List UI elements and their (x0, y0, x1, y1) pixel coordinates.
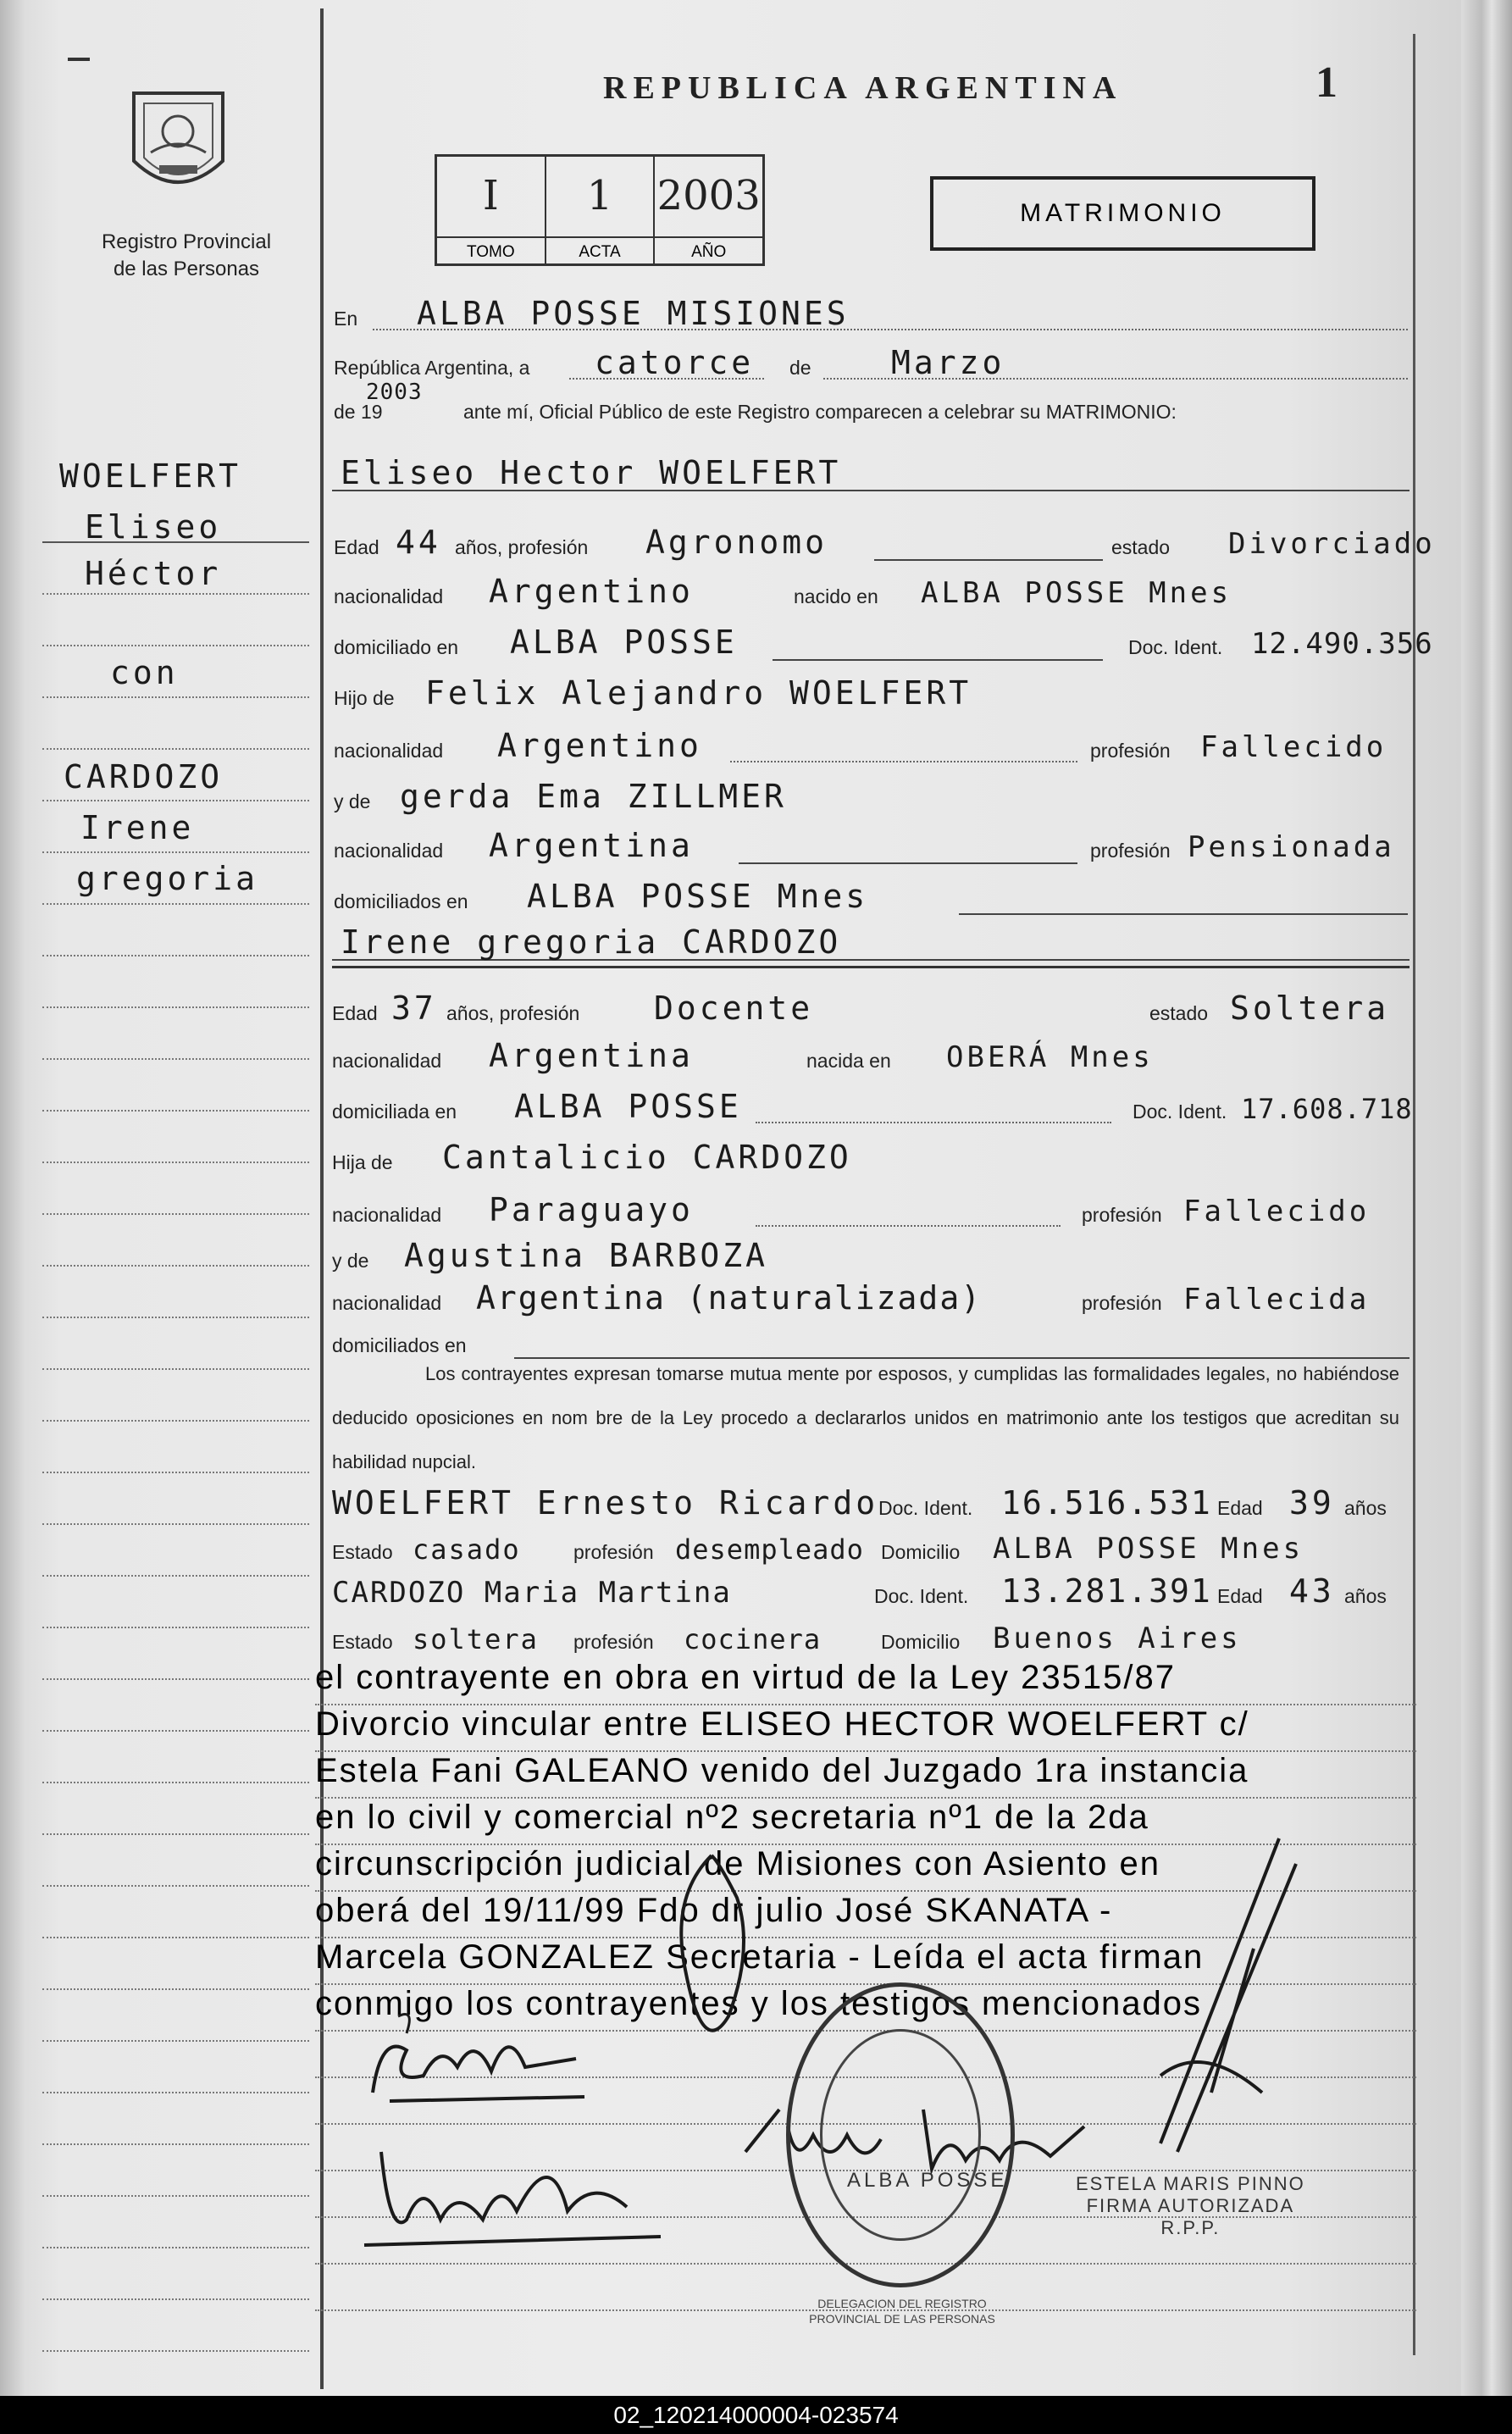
bride-doc-label: Doc. Ident. (1133, 1101, 1227, 1123)
section-divider (332, 966, 1410, 968)
bride-mother-nac-label: nacionalidad (332, 1292, 442, 1314)
margin-line (42, 1370, 309, 1422)
groom-doc: 12.490.356 (1251, 627, 1433, 661)
stamp-outer-text: DELEGACION DEL REGISTRO PROVINCIAL DE LAS PERSONAS (809, 2297, 995, 2326)
acta-cell (546, 157, 656, 263)
groom-mother-line (739, 862, 1077, 864)
bride-doc: 17.608.718 (1241, 1093, 1413, 1125)
witness2-name: CARDOZO Maria Martina (332, 1576, 732, 1610)
groom-yde-label: y de (334, 790, 371, 812)
registry-line-1: Registro Provincial (101, 230, 272, 253)
bride-domicilio: ALBA POSSE (514, 1088, 742, 1125)
witness1-prof-label: profesión (573, 1541, 654, 1563)
anio-value: 2003 (656, 172, 761, 219)
bride-hija-label: Hija de (332, 1151, 393, 1173)
margin-line (42, 1525, 309, 1577)
row-bride-name (332, 917, 1410, 966)
groom-parents-dom-line (959, 913, 1408, 915)
row-groom-father (332, 668, 1410, 717)
groom-mother-prof-label: profesión (1090, 840, 1171, 862)
bride-profesion: Docente (654, 990, 814, 1027)
groom-doms-label: domiciliados en (334, 890, 468, 912)
margin-given-1: Eliseo (85, 508, 222, 546)
margin-line (42, 905, 309, 956)
row-groom-father-nac (332, 720, 1410, 769)
annotation-line: oberá del 19/11/99 Fdo dr julio José SKANATA - (315, 1892, 1416, 1938)
row-groom-nac (332, 566, 1410, 615)
groom-father: Felix Alejandro WOELFERT (425, 674, 972, 712)
bride-nacionalidad: Argentina (489, 1037, 694, 1074)
annotation-line: Marcela GONZALEZ Secretaria - Leída el acta firman (315, 1938, 1416, 1985)
annotation-line: Divorcio vincular entre ELISEO HECTOR WOELFERT c/ (315, 1705, 1416, 1752)
provincial-seal-icon (125, 85, 231, 203)
bride-mother-nac: Argentina (naturalizada) (476, 1279, 983, 1317)
groom-father-line (730, 761, 1077, 762)
groom-edad-label: Edad (334, 536, 379, 558)
witness1-doc: 16.516.531 (1001, 1484, 1212, 1522)
record-number-box (435, 154, 765, 266)
row-bride-nac (332, 1030, 1410, 1079)
margin-line (42, 2093, 309, 2145)
witness2-dom-label: Domicilio (881, 1631, 961, 1653)
groom-mother-prof: Pensionada (1188, 830, 1395, 864)
row-groom-dom (332, 617, 1433, 666)
bride-estado: Soltera (1230, 990, 1390, 1027)
margin-given-4: gregoria (76, 860, 259, 897)
witness2-estado: soltera (413, 1623, 539, 1655)
groom-edad: 44 (396, 524, 441, 561)
bride-nac-label: nacionalidad (332, 1050, 442, 1072)
bride-father-prof-label: profesión (1082, 1204, 1162, 1226)
row-witness2-detail (332, 1611, 1410, 1661)
day-value: catorce (595, 344, 755, 381)
bride-edad-label: Edad (332, 1002, 378, 1024)
annotation-line: circunscripción judicial de Misiones con Asiento en (315, 1845, 1416, 1892)
row-witness1 (332, 1478, 1410, 1527)
margin-line (42, 2197, 309, 2248)
witness2-domicilio: Buenos Aires (993, 1622, 1242, 1655)
bride-mother: Agustina BARBOZA (404, 1237, 769, 1274)
en-label: En (334, 308, 358, 330)
witness2-doc: 13.281.391 (1001, 1572, 1212, 1610)
tomo-cell (437, 157, 546, 263)
page-left-edge (0, 0, 25, 2396)
witness2-anios-label: años (1344, 1585, 1387, 1607)
groom-hijo-label: Hijo de (334, 687, 395, 709)
row-place (332, 288, 1410, 337)
bride-estado-label: estado (1149, 1002, 1209, 1024)
registry-label (51, 229, 322, 283)
month-value: Marzo (891, 344, 1005, 381)
groom-nacido-label: nacido en (794, 585, 878, 607)
official-signature (1127, 1821, 1313, 2160)
witness2-profesion: cocinera (684, 1623, 822, 1655)
witness1-name: WOELFERT Ernesto Ricardo (332, 1484, 879, 1522)
witness2-estado-label: Estado (332, 1631, 393, 1653)
margin-line (42, 1422, 309, 1473)
margin-line (42, 1577, 309, 1628)
bride-name: Irene gregoria CARDOZO (341, 923, 842, 961)
row-bride-age (332, 983, 1410, 1032)
margin-line (42, 1783, 309, 1835)
de19-label: de 19 (334, 401, 383, 423)
page-number: 1 (1315, 58, 1338, 107)
bride-edad: 37 (391, 990, 437, 1027)
annotation-line: conmigo los contrayentes y los testigos mencionados (315, 1985, 1416, 2032)
margin-conjunction: con (110, 654, 179, 691)
witness1-doc-label: Doc. Ident. (878, 1497, 973, 1519)
annotation-line: el contrayente en obra en virtud de la Ley 23515/87 (315, 1659, 1416, 1705)
witness1-dom-label: Domicilio (881, 1541, 961, 1563)
margin-surname-2: CARDOZO (64, 758, 224, 796)
groom-father-nac: Argentino (497, 727, 702, 764)
margin-line (42, 1990, 309, 2042)
bride-father: Cantalicio CARDOZO (442, 1139, 852, 1176)
margin-line (42, 1887, 309, 1938)
groom-father-nac-label: nacionalidad (334, 740, 444, 762)
de-label: de (789, 357, 811, 379)
acta-label: ACTA (546, 236, 654, 263)
groom-nacionalidad: Argentino (489, 573, 694, 610)
republica-label: República Argentina, a (334, 357, 530, 379)
bride-father-prof: Fallecido (1183, 1195, 1371, 1228)
record-type-box: MATRIMONIO (930, 176, 1315, 251)
margin-line (42, 1628, 309, 1680)
row-groom-mother-nac (332, 820, 1410, 869)
groom-mother-nac: Argentina (489, 827, 694, 864)
official-registry: R.P.P. (1160, 2217, 1221, 2238)
margin-line (42, 1938, 309, 1990)
year-value: 2003 (366, 380, 423, 405)
margin-line (42, 2248, 309, 2300)
witness1-domicilio: ALBA POSSE Mnes (993, 1532, 1304, 1566)
groom-domicilio: ALBA POSSE (510, 624, 738, 661)
groom-father-prof-label: profesión (1090, 740, 1171, 762)
margin-line (42, 1318, 309, 1370)
groom-profesion-label: años, profesión (455, 536, 589, 558)
row-witness2 (332, 1566, 1410, 1615)
margin-surname: WOELFERT (59, 457, 242, 495)
bride-nacida: OBERÁ Mnes (946, 1040, 1154, 1074)
groom-dom-label: domiciliado en (334, 636, 459, 658)
groom-father-prof: Fallecido (1200, 730, 1387, 764)
footer-file-id: 02_120214000004-023574 (0, 2396, 1512, 2434)
bride-father-line (756, 1225, 1061, 1227)
groom-mother-nac-label: nacionalidad (334, 840, 444, 862)
margin-line (42, 698, 309, 750)
page-right-edge (1461, 0, 1512, 2396)
row-witness1-detail (332, 1522, 1410, 1571)
registry-line-2: de las Personas (113, 258, 260, 280)
witness1-profesion: desempleado (675, 1533, 864, 1566)
official-name: ESTELA MARIS PINNO (1076, 2173, 1305, 2194)
acta-value: 1 (586, 172, 613, 219)
bride-father-nac: Paraguayo (489, 1191, 694, 1228)
margin-line (42, 595, 309, 646)
margin-line (42, 1163, 309, 1215)
bride-nacida-label: nacida en (806, 1050, 891, 1072)
bride-mother-prof-label: profesión (1082, 1292, 1162, 1314)
witness1-estado: casado (413, 1533, 521, 1566)
witness2-doc-label: Doc. Ident. (874, 1585, 969, 1607)
margin-line (42, 1680, 309, 1732)
official-name-block (1076, 2173, 1305, 2239)
anio-label: AÑO (655, 236, 762, 263)
groom-dom-line (773, 659, 1103, 661)
place-value: ALBA POSSE MISIONES (417, 295, 850, 332)
margin-line (42, 1008, 309, 1060)
row-groom-name (332, 447, 1410, 496)
row-bride-dom (332, 1081, 1413, 1130)
witness2-edad-label: Edad (1217, 1585, 1263, 1607)
groom-signature (356, 1999, 610, 2118)
groom-parents-dom: ALBA POSSE Mnes (527, 878, 869, 915)
row-groom-mother (332, 771, 1410, 820)
margin-line (42, 2145, 309, 2197)
page-title: REPUBLICA ARGENTINA (603, 70, 1123, 106)
registry-stamp-inner (820, 2029, 981, 2241)
intro-text: ante mí, Oficial Público de este Registro comparecen a celebrar su MATRIMONIO: (463, 401, 1177, 423)
groom-nacido: ALBA POSSE Mnes (921, 576, 1232, 610)
witness1-anios-label: años (1344, 1497, 1387, 1519)
margin-line (42, 1112, 309, 1163)
row-intro (332, 381, 1410, 430)
row-date (332, 337, 1410, 386)
groom-estado-label: estado (1111, 536, 1171, 558)
margin-line (42, 1215, 309, 1267)
witness2-prof-label: profesión (573, 1631, 654, 1653)
row-groom-parents-dom (332, 871, 1410, 920)
margin-line (42, 1732, 309, 1783)
bride-doms-label: domiciliados en (332, 1334, 467, 1356)
margin-line (42, 1835, 309, 1887)
margin-given-3: Irene (80, 809, 195, 846)
witness1-estado-label: Estado (332, 1541, 393, 1563)
witness-signature-2 (652, 1847, 779, 2067)
margin-given-2: Héctor (85, 555, 222, 592)
row-groom-age (332, 517, 1436, 566)
bride-dom-label: domiciliada en (332, 1101, 457, 1123)
margin-line (42, 1473, 309, 1525)
declaration-text: Los contrayentes expresan tomarse mutua mente por esposos, y cumplidas las formalidades legales, no habiéndose deducido oposiciones en nom bre de la Ley procedo a declararlos unidos en matrimonio ante los testigos que acreditan su habilidad nupcial. (332, 1363, 1399, 1472)
tomo-value: I (482, 172, 499, 219)
bride-dom-line (756, 1122, 1111, 1123)
groom-nac-label: nacionalidad (334, 585, 444, 607)
groom-profesion: Agronomo (645, 524, 828, 561)
tomo-label: TOMO (437, 236, 545, 263)
witness2-edad: 43 (1289, 1572, 1335, 1610)
margin-line (42, 956, 309, 1008)
groom-doc-label: Doc. Ident. (1128, 636, 1223, 658)
stamp-inner-text: ALBA POSSE (847, 2169, 1008, 2192)
groom-name: Eliseo Hector WOELFERT (341, 454, 842, 491)
margin-line (42, 1267, 309, 1318)
witness1-edad-label: Edad (1217, 1497, 1263, 1519)
top-dash-mark (68, 58, 90, 61)
groom-mother: gerda Ema ZILLMER (400, 778, 787, 815)
bride-signature (356, 2126, 678, 2262)
official-role: FIRMA AUTORIZADA (1086, 2195, 1295, 2216)
annotation-line: en lo civil y comercial nº2 secretaria nº1 de la 2da (315, 1799, 1416, 1845)
groom-estado: Divorciado (1228, 527, 1436, 561)
witness1-edad: 39 (1289, 1484, 1335, 1522)
anio-cell (655, 157, 762, 263)
annotation-line: Estela Fani GALEANO venido del Juzgado 1ra instancia (315, 1752, 1416, 1799)
margin-line (42, 2042, 309, 2093)
row-bride-father-nac (332, 1184, 1410, 1234)
bride-father-nac-label: nacionalidad (332, 1204, 442, 1226)
bride-yde-label: y de (332, 1250, 369, 1272)
bride-profesion-label: años, profesión (446, 1002, 580, 1024)
margin-line (42, 2300, 309, 2352)
bride-mother-prof: Fallecida (1183, 1283, 1371, 1317)
row-bride-father (332, 1132, 1410, 1181)
groom-prof-line (874, 559, 1103, 561)
margin-line (42, 1060, 309, 1112)
